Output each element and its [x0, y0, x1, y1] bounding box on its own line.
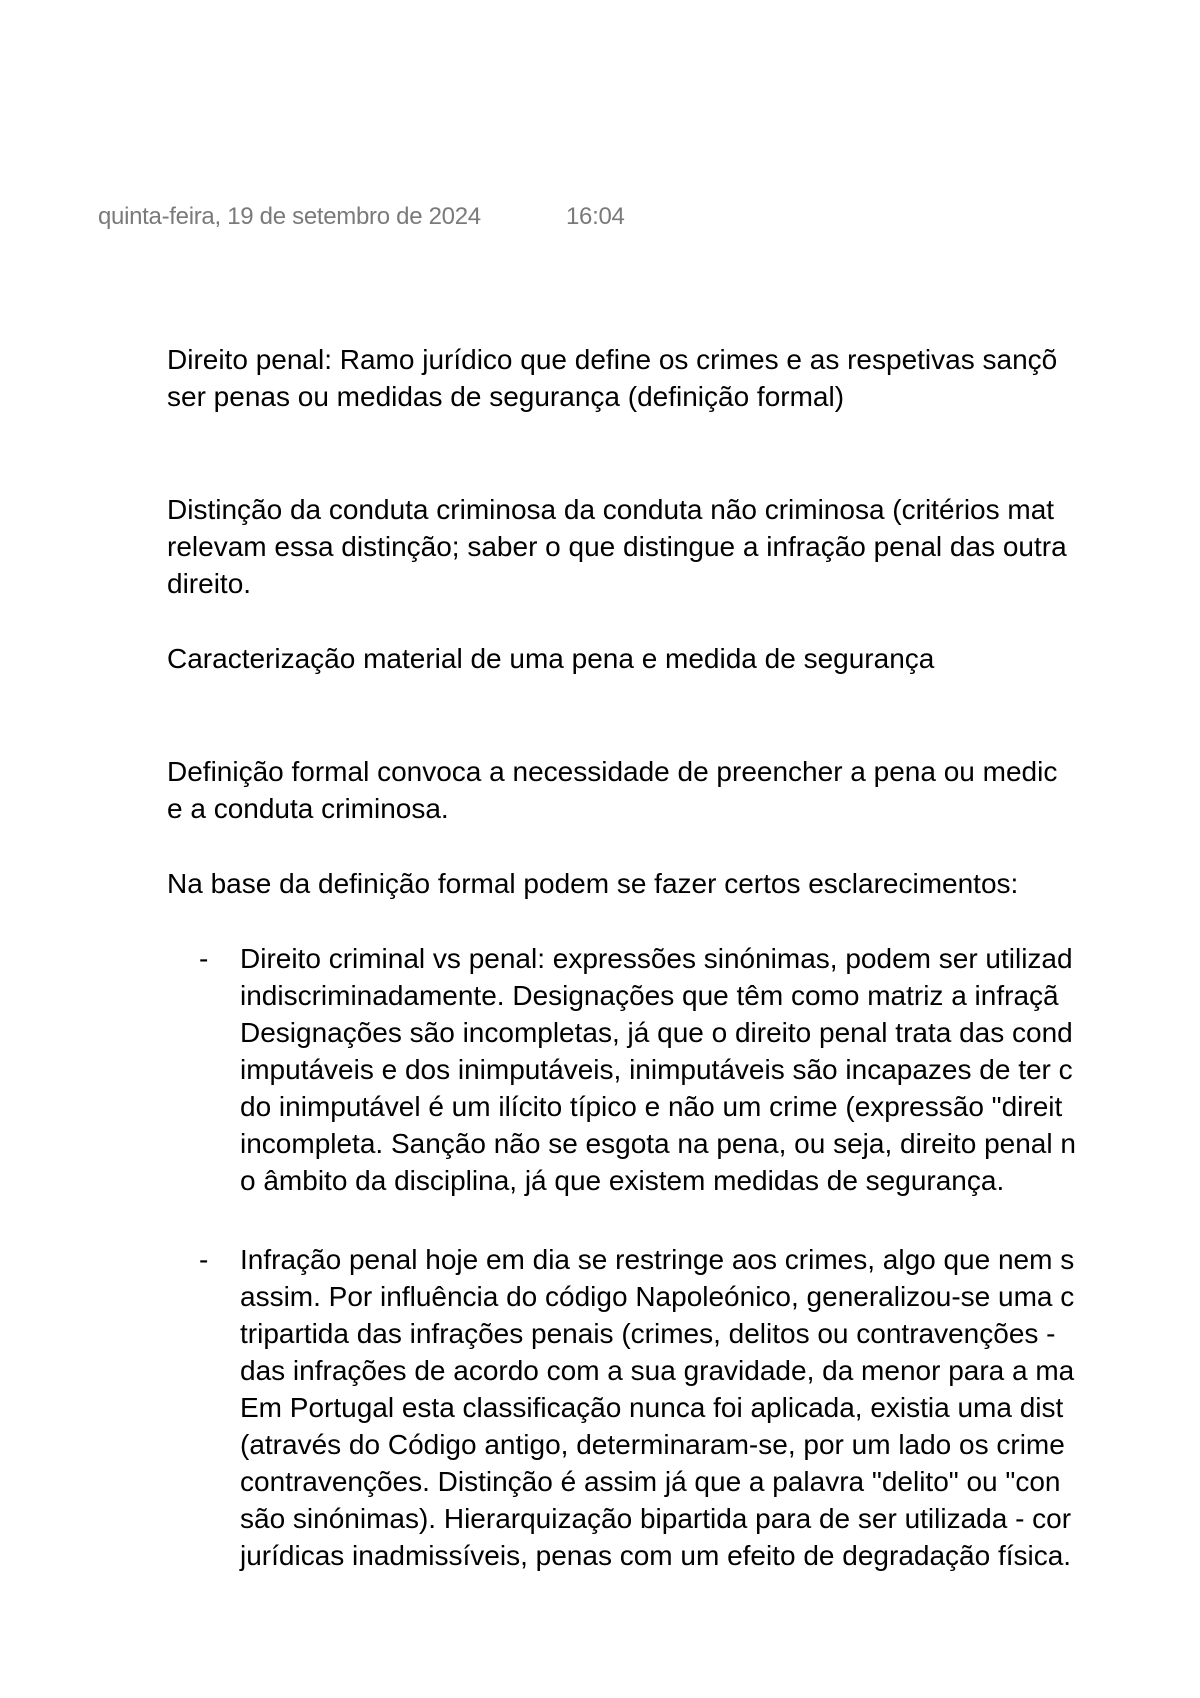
- paragraph-line: ser penas ou medidas de segurança (definição formal): [167, 381, 845, 412]
- bullet-line: (através do Código antigo, determinaram-se, por um lado os crime: [240, 1429, 1065, 1460]
- bullet-line: do inimputável é um ilícito típico e não um crime (expressão "direit: [240, 1091, 1063, 1122]
- note-time: 16:04: [566, 203, 625, 230]
- bullet-line: Designações são incompletas, já que o direito penal trata das cond: [240, 1017, 1073, 1048]
- paragraph-line: Na base da definição formal podem se fazer certos esclarecimentos:: [167, 868, 1019, 899]
- bullet-line: jurídicas inadmissíveis, penas com um efeito de degradação física.: [240, 1540, 1072, 1571]
- paragraph-line: relevam essa distinção; saber o que distingue a infração penal das outra: [167, 531, 1067, 562]
- bullet-marker: -: [199, 1244, 209, 1275]
- paragraph-line: Caracterização material de uma pena e medida de segurança: [167, 643, 935, 674]
- bullet-line: são sinónimas). Hierarquização bipartida para de ser utilizada - cor: [240, 1503, 1072, 1534]
- bullet-line: o âmbito da disciplina, já que existem medidas de segurança.: [240, 1165, 1005, 1196]
- bullet-line: das infrações de acordo com a sua gravidade, da menor para a ma: [240, 1355, 1075, 1386]
- bullet-line: contravenções. Distinção é assim já que a palavra "delito" ou "con: [240, 1466, 1061, 1497]
- bullet-marker: -: [199, 943, 209, 974]
- paragraph-line: Direito penal: Ramo jurídico que define os crimes e as respetivas sançõ: [167, 344, 1058, 375]
- bullet-line: Em Portugal esta classificação nunca foi aplicada, existia uma dist: [240, 1392, 1064, 1423]
- paragraph-line: direito.: [167, 568, 252, 599]
- bullet-line: indiscriminadamente. Designações que têm como matriz a infraçã: [240, 980, 1059, 1011]
- bullet-line: imputáveis e dos inimputáveis, inimputáveis são incapazes de ter c: [240, 1054, 1073, 1085]
- paragraph-line: Definição formal convoca a necessidade de preencher a pena ou medic: [167, 756, 1058, 787]
- note-date: quinta-feira, 19 de setembro de 2024: [98, 203, 481, 230]
- paragraph-line: e a conduta criminosa.: [167, 793, 449, 824]
- bullet-line: incompleta. Sanção não se esgota na pena, ou seja, direito penal n: [240, 1128, 1076, 1159]
- paragraph-line: Distinção da conduta criminosa da conduta não criminosa (critérios mat: [167, 494, 1055, 525]
- bullet-line: tripartida das infrações penais (crimes, delitos ou contravenções -: [240, 1318, 1056, 1349]
- bullet-line: Direito criminal vs penal: expressões sinónimas, podem ser utilizad: [240, 943, 1073, 974]
- bullet-line: assim. Por influência do código Napoleónico, generalizou-se uma c: [240, 1281, 1075, 1312]
- bullet-line: Infração penal hoje em dia se restringe aos crimes, algo que nem s: [240, 1244, 1075, 1275]
